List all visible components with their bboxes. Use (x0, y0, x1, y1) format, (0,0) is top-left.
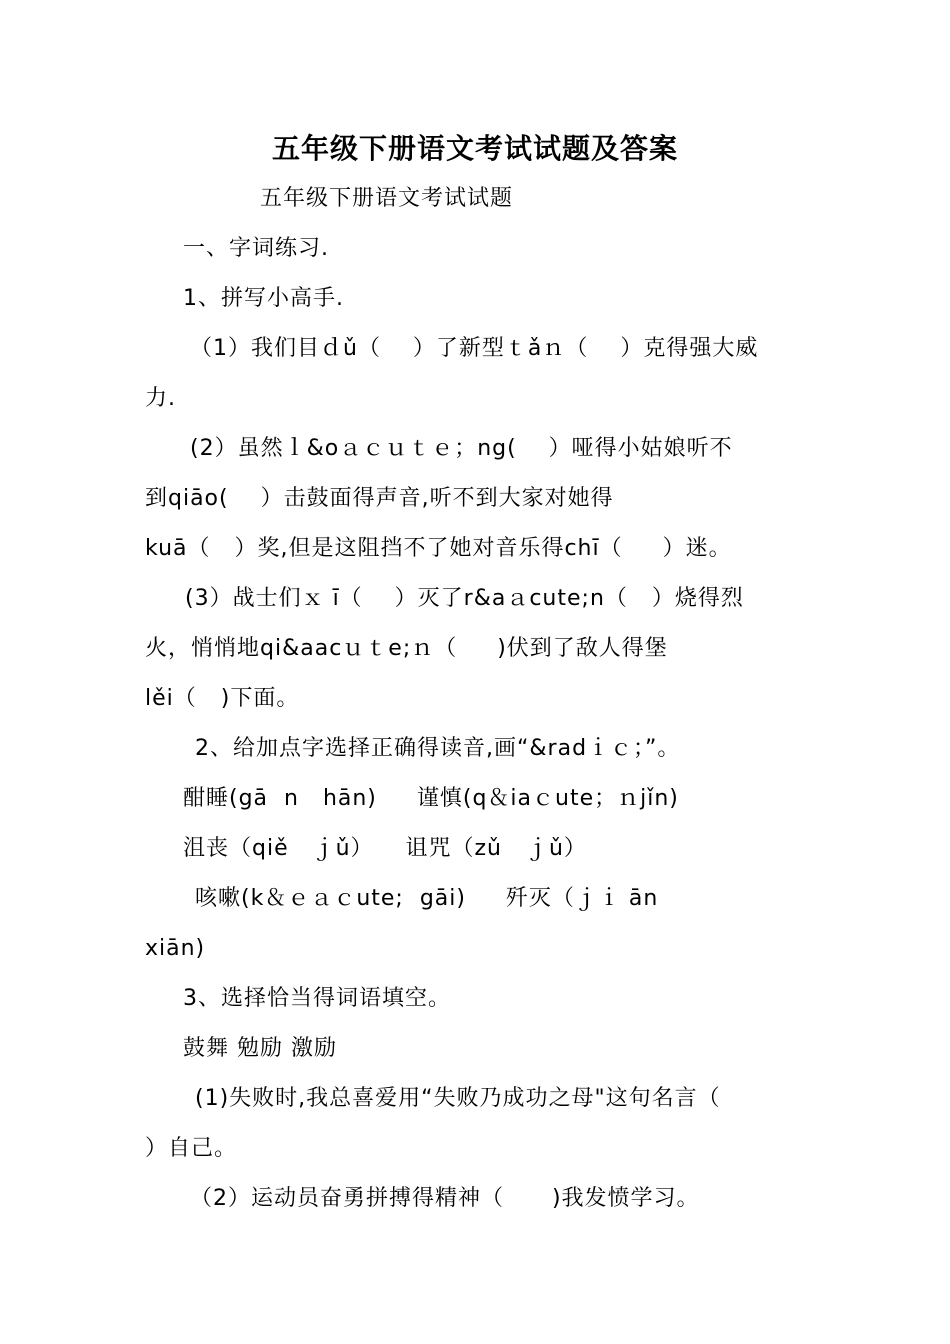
question-text: ）自己。 (145, 1136, 238, 1161)
section-heading: 一、字词练习. (183, 236, 329, 261)
pinyin-choice-row: 咳嗽(k＆ｅａｃute; gāi) 歼灭（ｊｉ ān (195, 886, 659, 911)
question-text: kuā（ ）奖,但是这阻挡不了她对音乐得chī（ ）迷。 (145, 536, 732, 561)
question-text: (2）虽然ｌ&oａｃｕｔｅ；ng( ）哑得小姑娘听不 (190, 436, 733, 461)
question-text: (1)失败时,我总喜爱用“失败乃成功之母"这句名言（ (195, 1086, 721, 1111)
pinyin-choice-row: 酣睡(gā n hān) 谨慎(q＆iaｃute；ｎjǐn) (183, 786, 679, 811)
question-heading: 1、拼写小高手. (183, 286, 344, 311)
question-heading: 3、选择恰当得词语填空。 (183, 986, 451, 1011)
question-text: 火，悄悄地qi&aacｕｔe;ｎ（ )伏到了敌人得堡 (145, 636, 668, 661)
question-text: lěi（ )下面。 (145, 686, 300, 711)
question-text: （2）运动员奋勇拼搏得精神（ )我发愤学习。 (190, 1186, 700, 1211)
document-subtitle: 五年级下册语文考试试题 (260, 186, 514, 211)
question-text: 力. (145, 386, 176, 411)
question-text: (3）战士们ｘ ī（ ）灭了r&aａcute;n（ ）烧得烈 (185, 586, 744, 611)
question-heading: 2、给加点字选择正确得读音,画“&radｉｃ；”。 (195, 736, 681, 761)
question-text: 到qiāo( ）击鼓面得声音,听不到大家对她得 (145, 486, 614, 511)
pinyin-choice-row: xiān) (145, 936, 206, 961)
pinyin-choice-row: 沮丧（qiě ｊǔ） 诅咒（zǔ ｊǔ） (183, 836, 587, 861)
document-title: 五年级下册语文考试试题及答案 (271, 132, 678, 165)
word-options: 鼓舞 勉励 激励 (183, 1036, 337, 1061)
question-text: （1）我们目ｄǔ（ ）了新型ｔǎｎ（ ）克得强大威 (190, 336, 759, 361)
